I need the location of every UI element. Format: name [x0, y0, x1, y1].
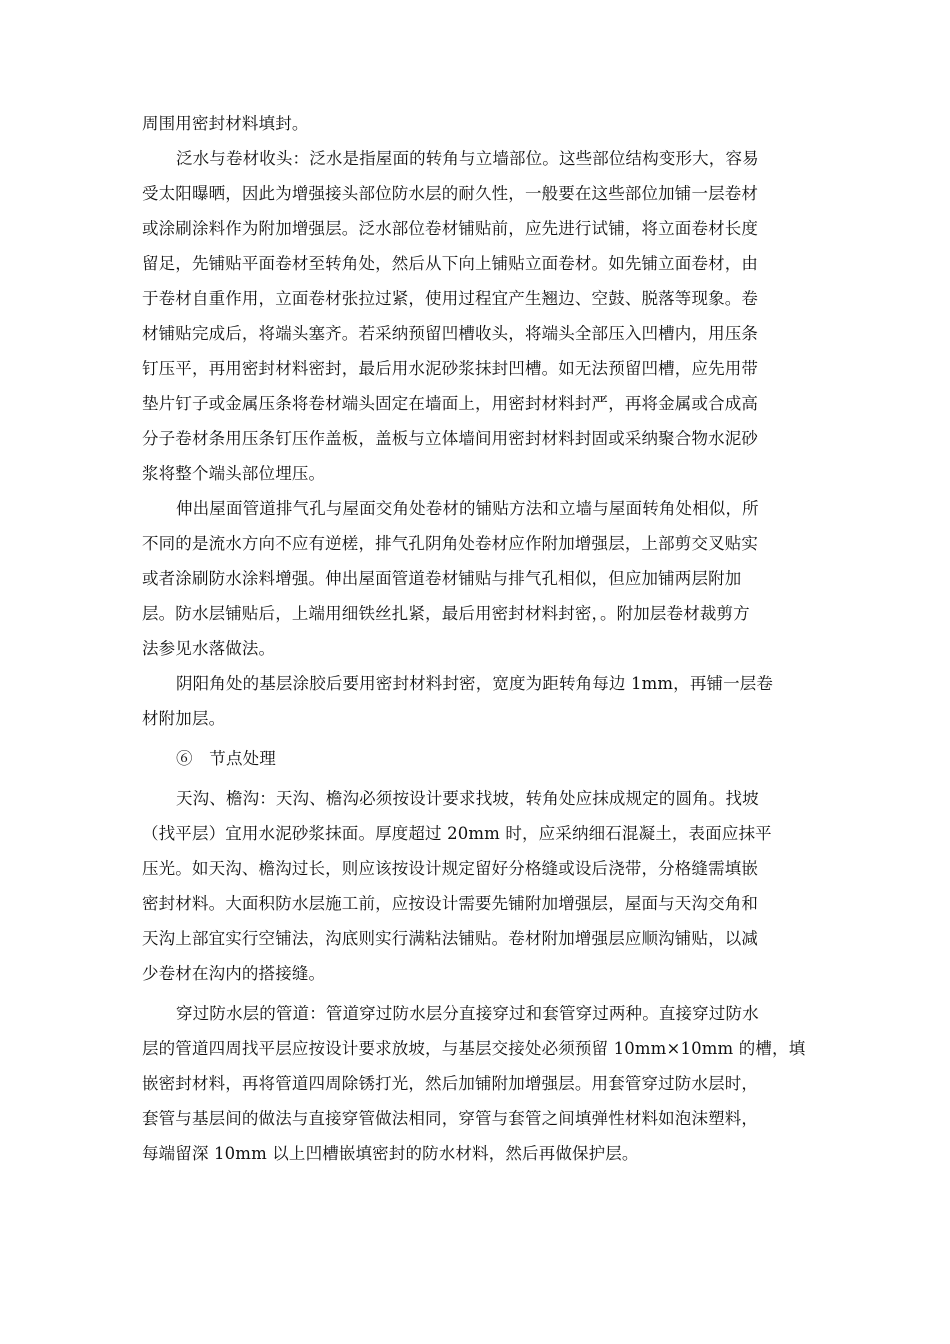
- text-line: 钉压平，再用密封材料密封，最后用水泥砂浆抹封凹槽。如无法预留凹槽，应先用带: [142, 359, 759, 378]
- text-line: 嵌密封材料，再将管道四周除锈打光，然后加铺附加增强层。用套管穿过防水层时，: [142, 1074, 759, 1093]
- text-line: 材铺贴完成后，将端头塞齐。若采纳预留凹槽收头，将端头全部压入凹槽内，用压条: [142, 324, 759, 343]
- text-line: 留足，先铺贴平面卷材至转角处，然后从下向上铺贴立面卷材。如先铺立面卷材，由: [142, 254, 759, 273]
- text-line: 阴阳角处的基层涂胶后要用密封材料封密，宽度为距转角每边 1mm，再铺一层卷: [176, 674, 774, 693]
- text-line: 每端留深 10mm 以上凹槽嵌填密封的防水材料，然后再做保护层。: [142, 1144, 639, 1163]
- text-line: 层的管道四周找平层应按设计要求放坡，与基层交接处必须预留 10mm×10mm 的槽，填: [142, 1039, 806, 1058]
- text-line: 材附加层。: [142, 709, 226, 728]
- text-line: 泛水与卷材收头：泛水是指屋面的转角与立墙部位。这些部位结构变形大，容易: [176, 149, 759, 168]
- text-line: 天沟、檐沟：天沟、檐沟必须按设计要求找坡，转角处应抹成规定的圆角。找坡: [176, 789, 759, 808]
- text-line: 穿过防水层的管道：管道穿过防水层分直接穿过和套管穿过两种。直接穿过防水: [176, 1004, 759, 1023]
- text-line: 不同的是流水方向不应有逆槎，排气孔阴角处卷材应作附加增强层，上部剪交叉贴实: [142, 534, 759, 553]
- text-line: 伸出屋面管道排气孔与屋面交角处卷材的铺贴方法和立墙与屋面转角处相似，所: [176, 499, 759, 518]
- text-line: 密封材料。大面积防水层施工前，应按设计需要先铺附加增强层，屋面与天沟交角和: [142, 894, 759, 913]
- text-line: 受太阳曝晒，因此为增强接头部位防水层的耐久性，一般要在这些部位加铺一层卷材: [142, 184, 759, 203]
- text-line: 少卷材在沟内的搭接缝。: [142, 964, 326, 983]
- text-line: （找平层）宜用水泥砂浆抹面。厚度超过 20mm 时，应采纳细石混凝土，表面应抹平: [142, 824, 772, 843]
- text-line: 浆将整个端头部位埋压。: [142, 464, 326, 483]
- text-line: 垫片钉子或金属压条将卷材端头固定在墙面上，用密封材料封严，再将金属或合成高: [142, 394, 759, 413]
- text-line: 法参见水落做法。: [142, 639, 276, 658]
- section-heading: ⑥ 节点处理: [176, 749, 276, 768]
- text-line: 压光。如天沟、檐沟过长，则应该按设计规定留好分格缝或设后浇带，分格缝需填嵌: [142, 859, 759, 878]
- text-line: 套管与基层间的做法与直接穿管做法相同，穿管与套管之间填弹性材料如泡沫塑料，: [142, 1109, 759, 1128]
- text-line: 或者涂刷防水涂料增强。伸出屋面管道卷材铺贴与排气孔相似，但应加铺两层附加: [142, 569, 742, 588]
- text-line: 层。防水层铺贴后，上端用细铁丝扎紧，最后用密封材料封密，。附加层卷材裁剪方: [142, 604, 750, 623]
- text-line: 或涂刷涂料作为附加增强层。泛水部位卷材铺贴前，应先进行试铺，将立面卷材长度: [142, 219, 759, 238]
- text-line: 周围用密封材料填封。: [142, 114, 309, 133]
- text-line: 于卷材自重作用，立面卷材张拉过紧，使用过程宜产生翘边、空鼓、脱落等现象。卷: [142, 289, 759, 308]
- text-line: 天沟上部宜实行空铺法，沟底则实行满粘法铺贴。卷材附加增强层应顺沟铺贴，以减: [142, 929, 759, 948]
- text-line: 分子卷材条用压条钉压作盖板，盖板与立体墙间用密封材料封固或采纳聚合物水泥砂: [142, 429, 759, 448]
